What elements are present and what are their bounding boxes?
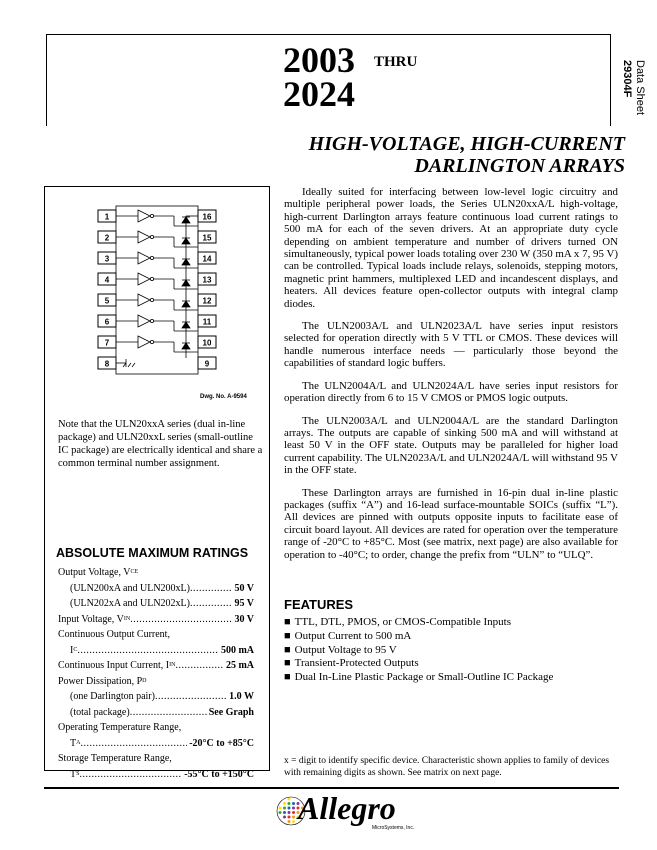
pin-label-right: 10 bbox=[202, 338, 212, 348]
pin-label-right: 16 bbox=[202, 212, 212, 222]
feature-item: ■ Output Current to 500 mA bbox=[284, 630, 553, 644]
part-number-start: 2003 bbox=[283, 40, 355, 80]
logo-dot bbox=[283, 811, 286, 814]
diode-icon bbox=[182, 217, 190, 223]
package-note: Note that the ULN20xxA series (dual in-line package) and ULN20xxL series (small-outline IC package) are electrically identical and share a common terminal number assignment. bbox=[58, 419, 263, 469]
footer-divider bbox=[44, 787, 619, 789]
page-title bbox=[309, 133, 625, 177]
logo-dot bbox=[292, 811, 295, 814]
description bbox=[284, 186, 618, 571]
logo-dot bbox=[288, 807, 291, 810]
paragraph: These Darlington arrays are furnished in 16-pin dual in-line plastic packages (suffix “A”) and 16-lead surface-mountable SOICs (suffix “L”). All devices are pinned with outputs opposite inputs to facilitate ease of circuit board layout. All devices are rated for operation over the temperature range of -20°C to +85°C. Most (see matrix, next page) are also available for operation to -40°C; to order, change the prefix from “ULN” to “ULQ”. bbox=[284, 486, 618, 561]
inverter-bubble bbox=[150, 319, 153, 322]
diode-icon bbox=[182, 301, 190, 307]
inverter-bubble bbox=[150, 298, 153, 301]
diode-icon bbox=[182, 343, 190, 349]
logo-dot bbox=[288, 820, 291, 823]
logo-dot bbox=[288, 816, 291, 819]
footnote: x = digit to identify specific device. Characteristic shown applies to family of devices with remaining digits as shown. See matrix on next page. bbox=[284, 756, 610, 778]
pin-label-right: 11 bbox=[202, 317, 212, 327]
paragraph: The ULN2003A/L and ULN2023A/L have series input resistors selected for operation directly with 5 V TTL or CMOS. These devices will handle numerous interface needs — particularly those beyond the capabilities of standard logic buffers. bbox=[284, 320, 618, 370]
paragraph: The ULN2004A/L and ULN2024A/L have series input resistors for operation directly from 6 to 15 V CMOS or PMOS logic outputs. bbox=[284, 379, 618, 405]
diode-icon bbox=[182, 280, 190, 286]
title-line-1: HIGH-VOLTAGE, HIGH-CURRENT bbox=[308, 133, 625, 155]
inverter-bubble bbox=[150, 235, 153, 238]
logo-dot bbox=[292, 820, 295, 823]
buffer-icon bbox=[138, 336, 150, 348]
ratings-list: Output Voltage, V CE (ULN200xA and ULN200xL) ..... 50 V (ULN202xA and ULN202xL) ..... 95 V Input Voltage, V IN ..... 30 V Continuous Output Current, I C ..... 500 mA Continuous Input Current, I IN ..... 25 mA Power Dissipation, P D (one Darlington pair) ..... 1.0 W (total package) ..... See Graph Operating Temperature Range, T A ..... -20°C to +85°C Storage Temperature Range, T S ..... -55°C to +150°C bbox=[58, 565, 254, 782]
datasheet-text: Data Sheet bbox=[634, 60, 646, 116]
drawing-number: Dwg. No. A-9594 bbox=[200, 394, 247, 400]
title-line-2: DARLINGTON ARRAYS bbox=[414, 155, 625, 177]
logo-dot bbox=[279, 807, 282, 810]
logo-dot bbox=[288, 802, 291, 805]
pin-label-left: 7 bbox=[104, 338, 110, 348]
logo-dot bbox=[292, 816, 295, 819]
logo-dot bbox=[292, 802, 295, 805]
buffer-icon bbox=[138, 315, 150, 327]
pin-label-right: 12 bbox=[202, 296, 212, 306]
datasheet-number: 29304F bbox=[621, 60, 633, 98]
features-list bbox=[284, 616, 553, 685]
allegro-logo bbox=[276, 791, 416, 836]
diode-icon bbox=[182, 322, 190, 328]
inverter-bubble bbox=[150, 214, 153, 217]
diode-icon bbox=[182, 238, 190, 244]
part-number-end: 2024 bbox=[283, 74, 355, 114]
pin-label-right: 14 bbox=[202, 254, 212, 264]
buffer-icon bbox=[138, 273, 150, 285]
pin-label-right: 15 bbox=[202, 233, 212, 243]
logo-dot bbox=[292, 807, 295, 810]
pin-label-left: 3 bbox=[104, 254, 110, 264]
pin-label-left: 1 bbox=[104, 212, 110, 222]
buffer-icon bbox=[138, 252, 150, 264]
title-thru: THRU bbox=[374, 54, 418, 70]
paragraph: Ideally suited for interfacing between low-level logic circuitry and multiple peripheral power loads, the Series ULN20xxA/L high-voltage, high-current Darlington arrays feature continuous load current ratings to 500 mA for each of the seven drivers. At an appropriate duty cycle depending on ambient temperature and number of drivers turned ON simultaneously, typical power loads totaling over 230 W (350 mA x 7, 95 V) can be controlled. Typical loads include relays, solenoids, stepping motors, magnetic print hammers, multiplexed LED and incandescent displays, and heaters. All devices feature open-collector outputs with integral clamp diodes. bbox=[284, 186, 618, 310]
inverter-bubble bbox=[150, 256, 153, 259]
pin-label-left: 5 bbox=[104, 296, 110, 306]
datasheet-label bbox=[612, 60, 656, 140]
feature-item: ■ Dual In-Line Plastic Package or Small-Outline IC Package bbox=[284, 671, 553, 685]
buffer-icon bbox=[138, 210, 150, 222]
logo-dot bbox=[279, 811, 282, 814]
buffer-icon bbox=[138, 231, 150, 243]
logo-wordmark: Allegro bbox=[298, 790, 396, 826]
features-heading: FEATURES bbox=[284, 597, 354, 612]
ground-hatch bbox=[132, 363, 135, 367]
feature-item: ■ Transient-Protected Outputs bbox=[284, 657, 553, 671]
ground-hatch bbox=[123, 363, 126, 367]
diode-icon bbox=[182, 259, 190, 265]
logo-dot bbox=[283, 802, 286, 805]
inverter-bubble bbox=[150, 277, 153, 280]
pin-label-right: 13 bbox=[202, 275, 212, 285]
pin-label-left: 2 bbox=[104, 233, 110, 243]
pin-label-left: 6 bbox=[104, 317, 110, 327]
feature-item: ■ Output Voltage to 95 V bbox=[284, 644, 553, 658]
logo-dot bbox=[283, 816, 286, 819]
ground-hatch bbox=[128, 363, 131, 367]
pinout-diagram bbox=[46, 200, 268, 380]
pin-label-left: 4 bbox=[104, 275, 110, 285]
pin-label-right: 9 bbox=[204, 359, 210, 369]
inverter-bubble bbox=[150, 340, 153, 343]
logo-dot bbox=[283, 807, 286, 810]
buffer-icon bbox=[138, 294, 150, 306]
feature-item: ■ TTL, DTL, PMOS, or CMOS-Compatible Inputs bbox=[284, 616, 553, 630]
logo-dot bbox=[288, 798, 291, 801]
paragraph: The ULN2003A/L and ULN2004A/L are the standard Darlington arrays. The outputs are capable of sinking 500 mA and will withstand at least 50 V in the OFF state. Outputs may be paralleled for higher load current capability. The ULN2023A/L and ULN2024A/L will withstand 95 V in the OFF state. bbox=[284, 414, 618, 477]
logo-tagline: MicroSystems, Inc. bbox=[372, 825, 415, 831]
pin-label-left: 8 bbox=[104, 359, 110, 369]
ratings-heading: ABSOLUTE MAXIMUM RATINGS bbox=[56, 546, 249, 560]
logo-dot bbox=[288, 811, 291, 814]
